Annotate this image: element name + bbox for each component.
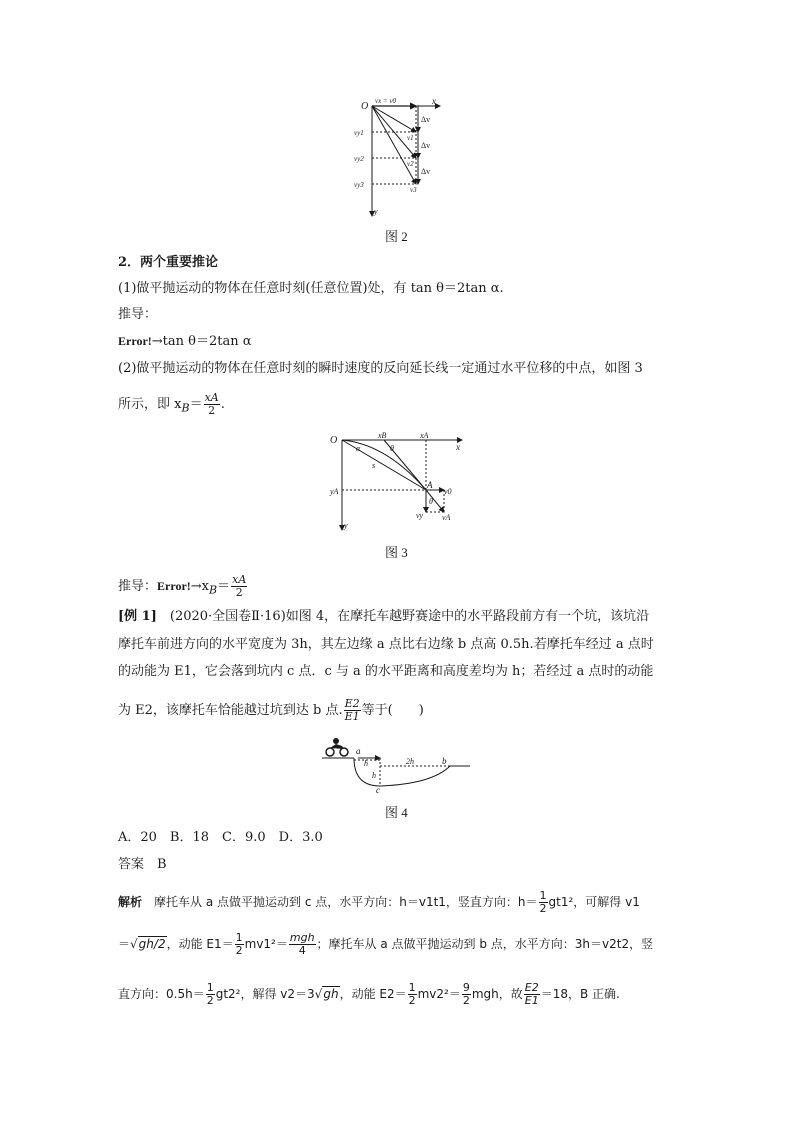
arrow-xb: →x — [190, 579, 210, 594]
xb-subscript-2: B — [209, 583, 218, 597]
answer-options: A．20 B．18 C．9.0 D．3.0 — [118, 830, 323, 845]
solution-line-2: ＝√gh/2，动能 E1＝ $\frac{1}{2}$ mv1²＝ $\frac{\text{mgh}}{4}$ ；摩托车从 a 点做平抛运动到 b 点，水平方向：3h＝v2t2，竖 — [118, 931, 654, 957]
xa-over-2-fraction — [204, 392, 220, 417]
frac-den-s2a: 2 — [235, 944, 243, 957]
frac-num-s3b: 1 — [408, 981, 416, 994]
frac-den-s3c: 2 — [462, 994, 470, 1007]
solution-eq-2: ＝ — [118, 937, 131, 951]
corollary-1: (1)做平抛运动的物体在任意时刻(任意位置)处，有 tan θ＝2tan α. — [118, 281, 504, 296]
fig2-vy2: vy2 — [354, 155, 364, 163]
section-heading: 2．两个重要推论 — [118, 255, 219, 270]
fig2-dv2: Δv — [421, 141, 431, 150]
fig3-theta-2: θ — [429, 497, 433, 506]
solution-text-1b: gt1²，可解得 v1 — [548, 895, 640, 909]
solution-text-3d: mv2²＝ — [417, 987, 461, 1001]
corollary-2-text: 所示，即 x — [118, 397, 182, 412]
fig3-ya: yA — [330, 487, 339, 496]
solution-text-2b: mv1²＝ — [244, 937, 288, 951]
fig3-va: vA — [442, 513, 451, 522]
half-fraction-1 — [539, 890, 548, 915]
frac-den-s3b: 2 — [408, 994, 416, 1007]
xb-subscript: B — [181, 401, 190, 415]
solution-label: 解析 — [118, 895, 143, 909]
derive-label-1: 推导： — [118, 307, 158, 322]
solution-text-3f: ＝18，B 正确. — [540, 987, 620, 1001]
solution-line-3: 直方向：0.5h＝ $\frac{1}{2}$ gt2²，解得 v2＝3√gh，动能 E2＝ $\frac{1}{2}$ mv2²＝ $\frac{9}{2}$ mgh，故 $\frac{E2}{E1}$ ＝18，B 正确. — [118, 981, 620, 1007]
solution-line-1 — [118, 890, 640, 915]
fig2-vx-label: vx = v0 — [375, 97, 397, 105]
figure-4-caption: 图 4 — [385, 805, 408, 820]
figure-2-diagram — [352, 92, 452, 220]
solution-text-3b: gt2²，解得 v2＝3 — [215, 987, 315, 1001]
error-placeholder: Error! — [118, 334, 152, 348]
fig4-h1: h — [364, 759, 368, 768]
fig4-2h: 2h — [406, 757, 414, 766]
corollary-2-cont: 所示，即 $x_B=$ $\frac{xA}{2}$ . — [118, 391, 225, 417]
fig2-vy3: vy3 — [354, 181, 364, 189]
fig2-v2: v2 — [407, 160, 414, 168]
solution-text-2a: ，动能 E1＝ — [166, 937, 234, 951]
eq-sign-2: ＝ — [217, 579, 231, 594]
fig3-point-a: A — [427, 480, 433, 490]
figure-2-caption: 图 2 — [385, 229, 408, 244]
frac-den: 2 — [208, 404, 216, 417]
example-line-3: 的动能为 E1，它会落到坑内 c 点．c 与 a 的水平距离和高度差均为 h；若经过 a 点时的动能 — [118, 664, 654, 679]
frac-den-s2b: 4 — [298, 944, 306, 957]
eq-sign: ＝ — [189, 397, 203, 412]
frac-den-s3d: E1 — [524, 994, 539, 1007]
example-tag: [例 1] — [118, 609, 157, 624]
e2-over-e1-fraction — [344, 698, 361, 723]
answer-value: B — [157, 857, 167, 872]
fig2-origin: O — [361, 101, 369, 112]
frac-den-s3a: 2 — [206, 994, 214, 1007]
half-fraction-3 — [206, 982, 215, 1007]
solution-text-2c: ；摩托车从 a 点做平抛运动到 b 点，水平方向：3h＝v2t2，竖 — [316, 937, 654, 951]
frac-num-s3c: 9 — [462, 981, 470, 994]
fig3-xb: xB — [378, 431, 387, 440]
fig3-xa: xA — [420, 431, 429, 440]
derive-line-2 — [118, 574, 248, 601]
frac-num-s2b: mgh — [289, 931, 315, 944]
fig3-y-axis: y — [344, 521, 348, 530]
frac-num: xA — [204, 391, 219, 404]
fig4-b: b — [442, 756, 447, 766]
solution-text-3e: mgh，故 — [471, 987, 523, 1001]
fig3-s: s — [372, 461, 376, 470]
fig3-x-axis: x — [456, 442, 460, 452]
fig3-vy: vy — [416, 511, 424, 520]
sqrt-gh-over-2: gh/2 — [138, 937, 166, 951]
frac-num-s2a: 1 — [235, 931, 243, 944]
fig3-alpha: α — [356, 444, 361, 453]
fig4-h2: h — [372, 771, 376, 780]
fig2-v1: v1 — [407, 134, 414, 142]
frac-num-s1: 1 — [539, 889, 547, 902]
example-text-4b: 等于( ) — [361, 703, 424, 718]
frac-e1: E1 — [344, 710, 360, 723]
error-placeholder-2: Error! — [157, 579, 191, 593]
frac-e2: E2 — [344, 697, 360, 710]
solution-text-3a: 直方向：0.5h＝ — [118, 987, 205, 1001]
derive-line-1 — [118, 331, 252, 352]
e2-over-e1-fraction-2 — [524, 982, 540, 1007]
derive-label-2: 推导： — [118, 579, 158, 594]
example-text-1: (2020·全国卷Ⅱ·16)如图 4，在摩托车越野赛途中的水平路段前方有一个坑，该坑沿 — [169, 609, 650, 624]
figure-3-caption: 图 3 — [385, 545, 408, 560]
motorbike-icon — [326, 738, 348, 756]
xa-over-2-fraction-2 — [231, 574, 247, 599]
frac-num-s3a: 1 — [206, 981, 214, 994]
frac-den-s1: 2 — [539, 902, 547, 915]
fig2-y-label: y — [374, 207, 378, 216]
example-line-1 — [118, 607, 649, 627]
fig2-x-label: x — [432, 96, 436, 106]
sqrt-gh: gh — [323, 987, 339, 1001]
fig2-dv3: Δv — [421, 167, 431, 176]
example-text-4a: 为 E2，该摩托车恰能越过坑到达 b 点. — [118, 703, 343, 718]
fig2-vy1: vy1 — [354, 129, 364, 137]
derive-result-1: →tan θ＝2tan α — [151, 334, 252, 349]
fig3-theta: θ — [390, 444, 394, 453]
half-fraction-2 — [235, 932, 244, 957]
fig2-v3: v3 — [410, 186, 417, 194]
fig3-v0: v0 — [444, 487, 452, 496]
nine-half-fraction — [462, 982, 471, 1007]
fig4-c: c — [376, 785, 380, 794]
solution-text-3c: ，动能 E2＝ — [339, 987, 407, 1001]
solution-text-1a: 摩托车从 a 点做平抛运动到 c 点，水平方向：h＝v1t1，竖直方向：h＝ — [154, 895, 538, 909]
half-fraction-4 — [408, 982, 417, 1007]
answer-line — [118, 855, 167, 875]
mgh-over-4-fraction — [289, 932, 316, 957]
frac-num-s3d: E2 — [524, 981, 539, 994]
fig4-a: a — [356, 746, 361, 756]
answer-label: 答案 — [118, 857, 145, 872]
corollary-2: (2)做平抛运动的物体在任意时刻的瞬时速度的反向延长线一定通过水平位移的中点，如图 3 — [118, 361, 643, 376]
figure-4-diagram — [322, 736, 472, 794]
example-line-2: 摩托车前进方向的水平宽度为 3h，其左边缘 a 点比右边缘 b 点高 0.5h.若摩托车经过 a 点时 — [118, 637, 654, 652]
fig3-origin: O — [330, 435, 338, 446]
frac-num-2: xA — [232, 573, 247, 586]
fig2-dv1: Δv — [421, 115, 431, 124]
frac-den-2: 2 — [235, 586, 243, 599]
example-line-4 — [118, 698, 424, 723]
figure-3-diagram — [326, 430, 476, 534]
